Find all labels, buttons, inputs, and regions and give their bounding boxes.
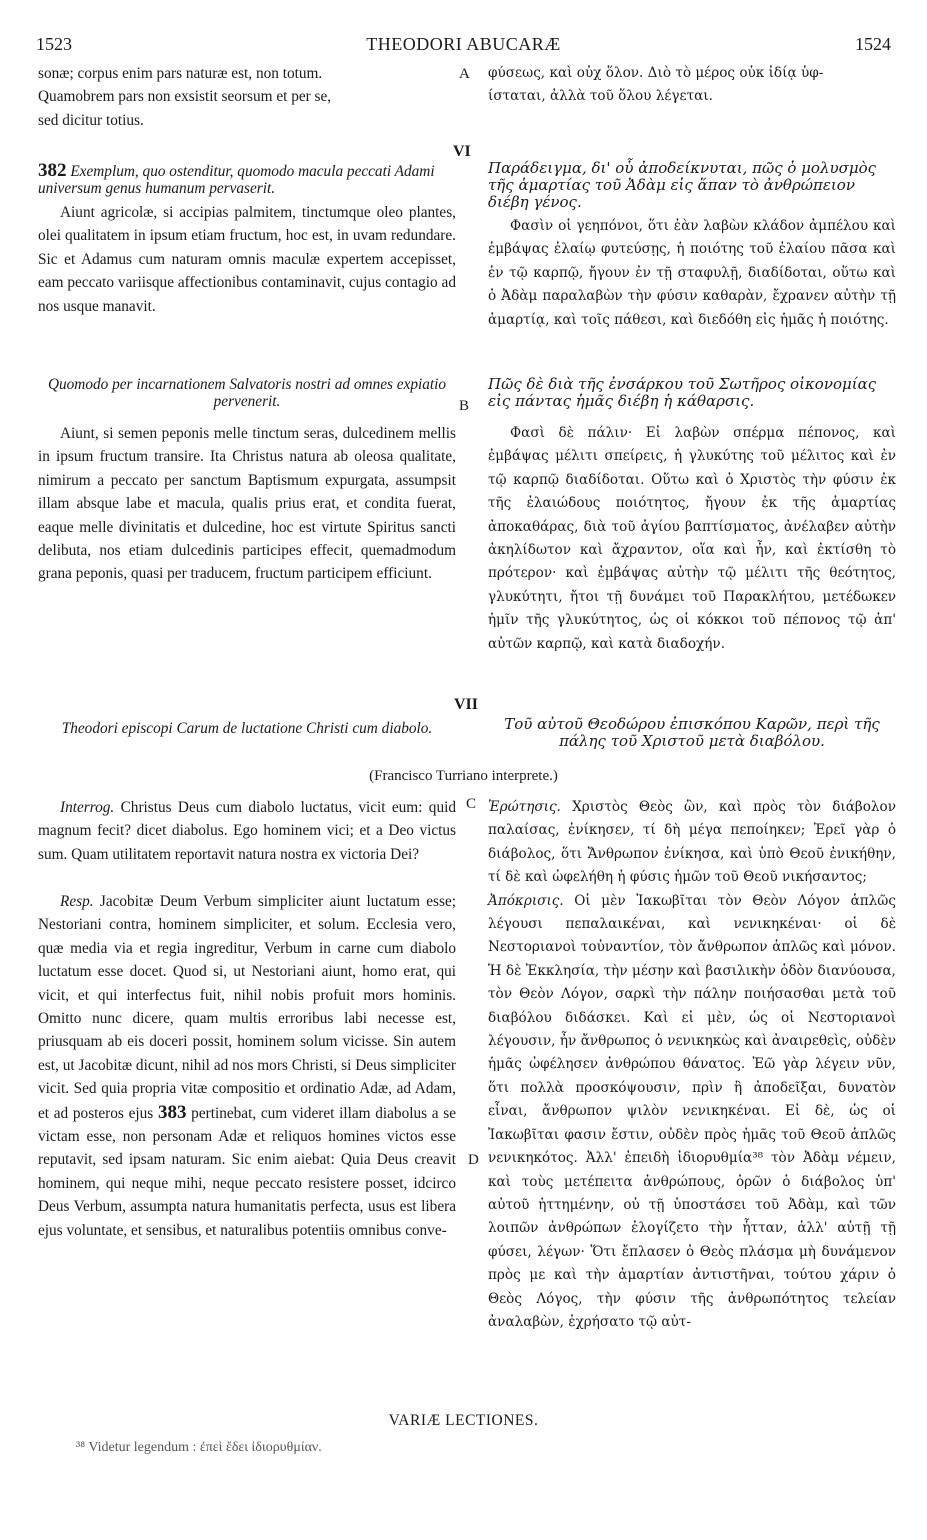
latin-subsection (38, 376, 456, 586)
greek-intro-line: φύσεως, καὶ οὐχ ὅλον. Διὸ τὸ μέρος οὐκ ἰδίᾳ ὑφ- (488, 65, 824, 81)
greek-section-vi-title: Παράδειγμα, δι' οὗ ἀποδείκνυται, πῶς ὁ μολυσμὸς τῆς ἁμαρτίας τοῦ Ἀδὰμ εἰς ἅπαν τὸ ἀνθρώπειον διέβη γένος. (488, 159, 877, 211)
latin-section-vi (38, 162, 456, 318)
greek-question-label: Ἐρώτησις. (488, 799, 561, 815)
latin-answer (38, 890, 456, 1242)
latin-intro-line: sonæ; corpus enim pars naturæ est, non totum. (38, 65, 323, 82)
latin-subsection-paragraph: Aiunt, si semen peponis melle tinctum seras, dulcedinem mellis in ipsum fructum transire. Ita Christus natura ab oleosa qualitate, nimirum a peccato per sanctum Baptismum expurgata, assumpsit illam absque labe et macula, qualis prius erat, et condita fuerat, eaque melle divinitatis et dulcedine, hoc est virtute Spiritus sancti delibuta, nos etiam dulcedinis participes effecit, quemadmodum grana peponis, quasi per traducem, fructum participem efficiunt. (38, 425, 456, 583)
latin-intro-line: Quamobrem pars non exsistit seorsum et per se, (38, 88, 332, 106)
greek-question-body: Χριστὸς Θεὸς ὢν, καὶ πρὸς τὸν διάβολον παλαίσας, ἐνίκησεν, τί δὴ μέγα πεποίηκεν; Ἐρεῖ γὰρ ὁ διάβολος, ὅτι Ἄνθρωπον ἐνίκησα, καὶ ὑπὸ Θεοῦ ἐνικήθην, τί δὲ καὶ ὠφελήθη ἡ φύσις ἡμῶν τοῦ Θεοῦ νικήσαντος; (488, 799, 896, 886)
margin-letter-b: B (459, 398, 470, 414)
greek-subsection-paragraph: Φασὶ δὲ πάλιν· Εἰ λαβὼν σπέρμα πέπονος, καὶ ἐμβάψας μέλιτι σπείρεις, ἡ γλυκύτης τοῦ μέλιτος καὶ ἐν τῷ καρπῷ διαδίδοται. Οὕτω καὶ ὁ Χριστὸς τὴν φύσιν ἐκ τῆς ἐλαιώδους ποιότητος, ἤγουν ἐκ τῆς ἁμαρτίας ἀποκαθάρας, διὰ τοῦ ἁγίου βαπτίσματος, ἀνέλαβεν αὐτὴν ἀκηλίδωτον καὶ ἄχραντον, οἵα καὶ ἦν, καὶ ἐκτίσθη τὸ πρότερον· καὶ ἐμβάψας αὐτὴν τῷ μέλιτι τῆς θεότητος, γλυκύτητι, ἤτοι τῇ δυνάμει τοῦ Παρακλήτου, μετέδωκεν ἡμῖν τῆς γλυκύτητος, ὡς οἱ κόκκοι τοῦ πέπονος τῷ ἀπ' αὐτῶν καρπῷ, καὶ κατὰ διαδοχήν. (488, 425, 896, 652)
section-number-vii: VII (454, 696, 479, 713)
page-number-right: 1524 (855, 34, 891, 54)
latin-question-body: Christus Deus cum diabolo luctatus, vicit eum: quid magnum fecit? dicet diabolus. Ego hominem vici; et a Deo victus sum. Quam utilitatem reportavit natura nostra ex victoria Dei? (38, 799, 456, 863)
latin-answer-text (38, 890, 456, 1242)
margin-letter-a: A (459, 66, 470, 82)
greek-section-vii-head (488, 716, 896, 750)
latin-section-vii-head (38, 720, 456, 737)
running-header (36, 34, 891, 58)
column-number-383: 383 (157, 1101, 187, 1123)
header-title: THEODORI ABUCARÆ (366, 34, 561, 54)
latin-answer-body: Jacobitæ Deum Verbum simpliciter aiunt luctatum esse; Nestoriani contra, hominem simpliciter, et solum. Ecclesia vero, quæ media via et regia ingreditur, Verbum in carne cum diabolo luctatum esse docet. Quod si, ut Nestoriani aiunt, homo erat, qui vicit, et qui interfectus fuit, nihil nobis profuit mors hominis. Omitto nunc dicere, quam multis erroribus labi necesse est, priusquam ab eis doceri possit, hominem solum vicisse. Sin autem est, ut Jacobitæ dicunt, nihil ad nos mors Christi, si Deus simpliciter vicit. Sed quia propria vitæ compositio et ordinatio Adæ, ad Adam, et ad posteros ejus (38, 893, 456, 1122)
latin-intro (38, 62, 456, 132)
greek-question-text (488, 796, 896, 890)
greek-intro (488, 62, 896, 109)
greek-intro-line: ίσταται, ἀλλὰ τοῦ ὅλου λέγεται. (488, 88, 713, 105)
interpreter-note: (Francisco Turriano interprete.) (369, 768, 558, 784)
latin-answer-label: Resp. (60, 893, 94, 910)
greek-answer-body: Οἱ μὲν Ἰακωβῖται τὸν Θεὸν Λόγον ἁπλῶς λέγουσι πεπαλαικέναι, καὶ νενικηκέναι· οἱ δὲ Νεστοριανοὶ τοὐναντίον, τὸν ἄνθρωπον ἁπλῶς καὶ μόνον. Ἡ δὲ Ἐκκλησία, τὴν μέσην καὶ βασιλικὴν ὁδὸν διανύουσα, τὸν Θεὸν Λόγον, σαρκὶ τὴν πάλην ποιήσασθαι μετὰ τοῦ διαβόλου διδάσκει. Καὶ εἰ μὲν, ὡς οἱ Νεστοριανοὶ λέγουσιν, ἦν ἄνθρωπος ὁ νενικηκὼς καὶ ἀναιρεθεὶς, οὐδὲν ἡμᾶς ὠφέλησεν ἀνθρώπου θάνατος. Ἐῶ γὰρ λέγειν νῦν, ὅτι πολλὰ προσκόψουσιν, πρὶν ἢ ἀποδεῖξαι, δυνατὸν εἶναι, ἄνθρωπον ψιλὸν νενικηκέναι. Εἰ δὲ, ὡς οἱ Ἰακωβῖται φασιν ἔστιν, οὐδὲν πρὸς ἡμᾶς τοῦ Θεοῦ ἁπλῶς νενικηκότος. Ἀλλ' ἐπειδὴ ἰδιορυθμία³⁸ τὸν Ἀδὰμ νέμειν, καὶ τοὺς μετέπειτα ἀνθρώπους, ὁρῶν ὁ διάβολος ὑπ' αὐτοῦ ἡττημένην, οὐ τῇ ὑποστάσει τοῦ Ἀδὰμ, καὶ τῶν λοιπῶν ἀνθρώπων ἐλογίζετο τὴν ἧτταν, ἀλλ' αὐτῇ τῇ φύσει, λέγων· Ὅτι ἔπλασεν ὁ Θεὸς πλάσμα μὴ δυνάμενον πρὸς με καὶ τὴν ἁμαρτίαν ἀντιστῆναι, τούτου χάριν ὁ Θεὸς Λόγος, τὴν φύσιν τῆς ἀνθρωπότητος τελείαν ἀναλαβὼν, ἐχρήσατο τῷ αὐτ- (488, 892, 896, 1330)
latin-question-label: Interrog. (60, 799, 115, 816)
page-number-left: 1523 (36, 34, 72, 54)
latin-question (38, 796, 456, 866)
greek-section-vii-body (488, 796, 896, 1334)
latin-section-vii-title: Theodori episcopi Carum de luctatione Christi cum diabolo. (61, 720, 433, 737)
greek-section-vii-title: Τοῦ αὐτοῦ Θεοδώρου ἐπισκόπου Καρῶν, περὶ τῆς πάλης τοῦ Χριστοῦ μετὰ διαβόλου. (504, 715, 880, 750)
footnote: ³⁸ Videtur legendum : ἐπεὶ ἔδει ἰδιορυθμίαν. (76, 1440, 322, 1455)
latin-section-vi-title: Exemplum, quo ostenditur, quomodo macula peccati Adami universum genus humanum pervaserit. (38, 163, 435, 197)
variae-lectiones-heading: VARIÆ LECTIONES. (388, 1412, 539, 1429)
latin-question-text (38, 796, 456, 866)
latin-section-vi-heading (38, 162, 456, 197)
margin-letter-d: D (468, 1152, 479, 1168)
greek-section-vi-paragraph: Φασὶν οἱ γεηπόνοι, ὅτι ἐὰν λαβὼν κλάδον ἀμπέλου καὶ ἐμβάψας ἐλαίῳ φυτεύσῃς, ἡ ποιότης τοῦ ἐλαίου πᾶσα καὶ ἐν τῷ καρπῷ, ἤγουν ἐν τῇ σταφυλῇ, διαδίδοται, οὕτω καὶ ὁ Ἀδὰμ παραλαβὼν τὴν φύσιν καθαρὰν, ἔχρανεν αὐτὴν τῇ ἁμαρτίᾳ, καὶ τοῖς πάθεσι, καὶ διεδόθη εἰς ἡμᾶς ἡ ποιότης. (488, 218, 896, 328)
latin-subsection-title: Quomodo per incarnationem Salvatoris nostri ad omnes expiatio pervenerit. (47, 376, 447, 410)
margin-letter-c: C (466, 796, 477, 812)
latin-answer-body-cont: pertinebat, cum videret illam diabolus a se victam esse, non personam Adæ et reliquos homines victos esse reputavit, sed ipsam naturam. Sic enim aiebat: Quia Deus creavit hominem, qui neque mihi, neque peccato resistere posset, idcirco Deus Verbum, assumpta natura humanitatis perfecta, usus est libera ejus voluntate, et sensibus, et naturalibus potentiis omnibus conve- (38, 1104, 457, 1239)
greek-section-vi (488, 160, 896, 332)
latin-intro-line: sed dicitur totius. (38, 111, 144, 129)
latin-section-vi-paragraph: Aiunt agricolæ, si accipias palmitem, tinctumque oleo plantes, olei qualitatem in ipsum etiam fructum, hoc est, in uvam redundare. Sic et Adamus cum naturam omnis maculæ expertem accepisset, eam peccato variisque affectionibus contaminavit, cujus contagio ad nos usque manavit. (38, 204, 456, 315)
greek-subsection-title: Πῶς δὲ διὰ τῆς ἐνσάρκου τοῦ Σωτῆρος οἰκονομίας εἰς πάντας ἡμᾶς διέβη ἡ κάθαρσις. (488, 375, 877, 410)
greek-answer-label: Ἀπόκρισις. (488, 892, 564, 909)
greek-subsection (488, 376, 896, 656)
greek-answer-text (488, 890, 896, 1335)
section-number-vi: VI (453, 143, 471, 160)
column-number-382: 382 (38, 160, 67, 181)
